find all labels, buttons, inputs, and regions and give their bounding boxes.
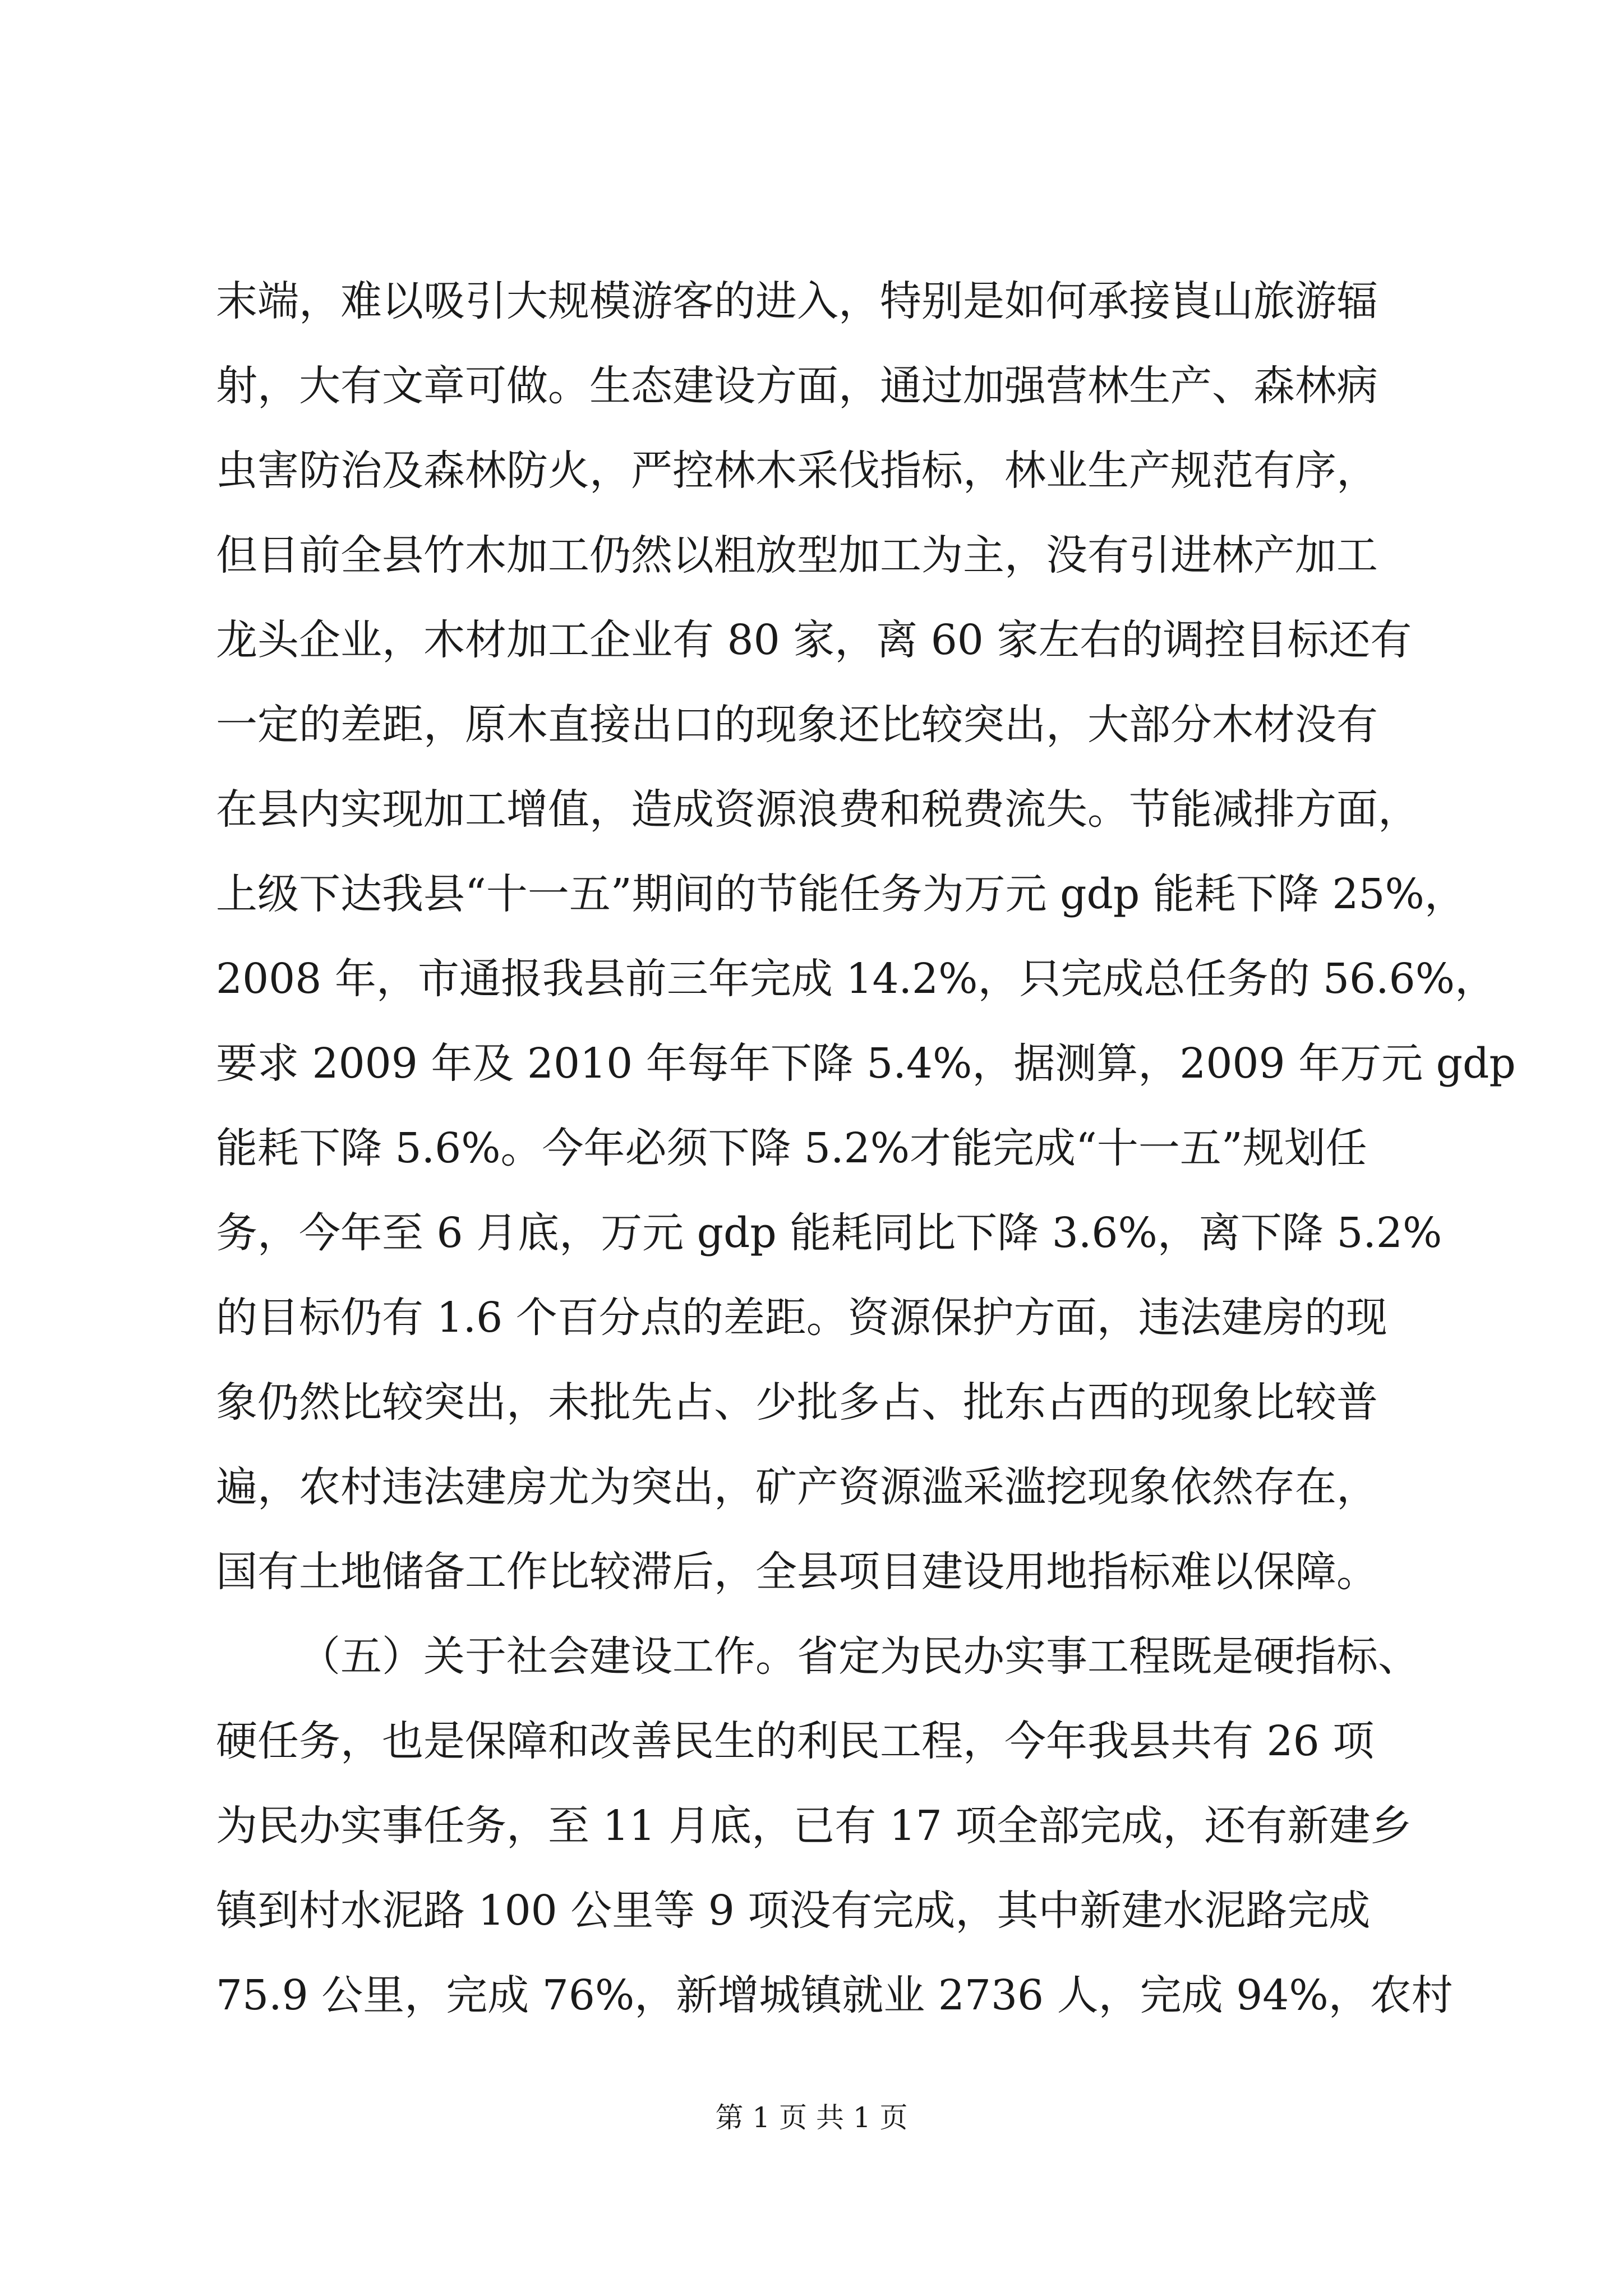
text-line: 遍，农村违法建房尤为突出，矿产资源滥采滥挖现象依然存在， (216, 1463, 1378, 1511)
section-heading-line: （五）关于社会建设工作。省定为民办实事工程既是硬指标、 (299, 1632, 1419, 1681)
text-line: 末端，难以吸引大规模游客的进入，特别是如何承接崀山旅游辐 (216, 277, 1378, 325)
text-line: 要求 2009 年及 2010 年每年下降 5.4%，据测算，2009 年万元 gdp (216, 1039, 1516, 1088)
body-text (216, 259, 1516, 2038)
text-line: 虫害防治及森林防火，严控林木采伐指标，林业生产规范有序， (216, 447, 1378, 495)
text-line: 射，大有文章可做。生态建设方面，通过加强营林生产、森林病 (216, 362, 1378, 410)
text-line: 上级下达我县“十一五”期间的节能任务为万元 gdp 能耗下降 25%， (216, 870, 1466, 918)
text-line: 为民办实事任务，至 11 月底，已有 17 项全部完成，还有新建乡 (216, 1802, 1412, 1850)
text-line: 镇到村水泥路 100 公里等 9 项没有完成，其中新建水泥路完成 (216, 1887, 1371, 1935)
text-line: 象仍然比较突出，未批先占、少批多占、批东占西的现象比较普 (216, 1378, 1378, 1427)
page-footer: 第 1 页 共 1 页 (715, 2101, 908, 2134)
text-line: 能耗下降 5.6%。今年必须下降 5.2%才能完成“十一五”规划任 (216, 1124, 1367, 1172)
text-line: 一定的差距，原木直接出口的现象还比较突出，大部分木材没有 (216, 701, 1378, 749)
text-line: 2008 年，市通报我县前三年完成 14.2%，只完成总任务的 56.6%， (216, 955, 1497, 1003)
text-line: 硬任务，也是保障和改善民生的利民工程，今年我县共有 26 项 (216, 1717, 1375, 1765)
text-line: 但目前全县竹木加工仍然以粗放型加工为主，没有引进林产加工 (216, 531, 1378, 579)
text-line: 在县内实现加工增值，造成资源浪费和税费流失。节能减排方面， (216, 785, 1419, 834)
text-line: 的目标仍有 1.6 个百分点的差距。资源保护方面，违法建房的现 (216, 1294, 1387, 1342)
text-line: 75.9 公里，完成 76%，新增城镇就业 2736 人，完成 94%，农村 (216, 1971, 1453, 2019)
text-line: 务，今年至 6 月底，万元 gdp 能耗同比下降 3.6%，离下降 5.2% (216, 1209, 1442, 1257)
text-line: 龙头企业，木材加工企业有 80 家，离 60 家左右的调控目标还有 (216, 616, 1412, 664)
text-line: 国有土地储备工作比较滞后，全县项目建设用地指标难以保障。 (216, 1548, 1378, 1596)
